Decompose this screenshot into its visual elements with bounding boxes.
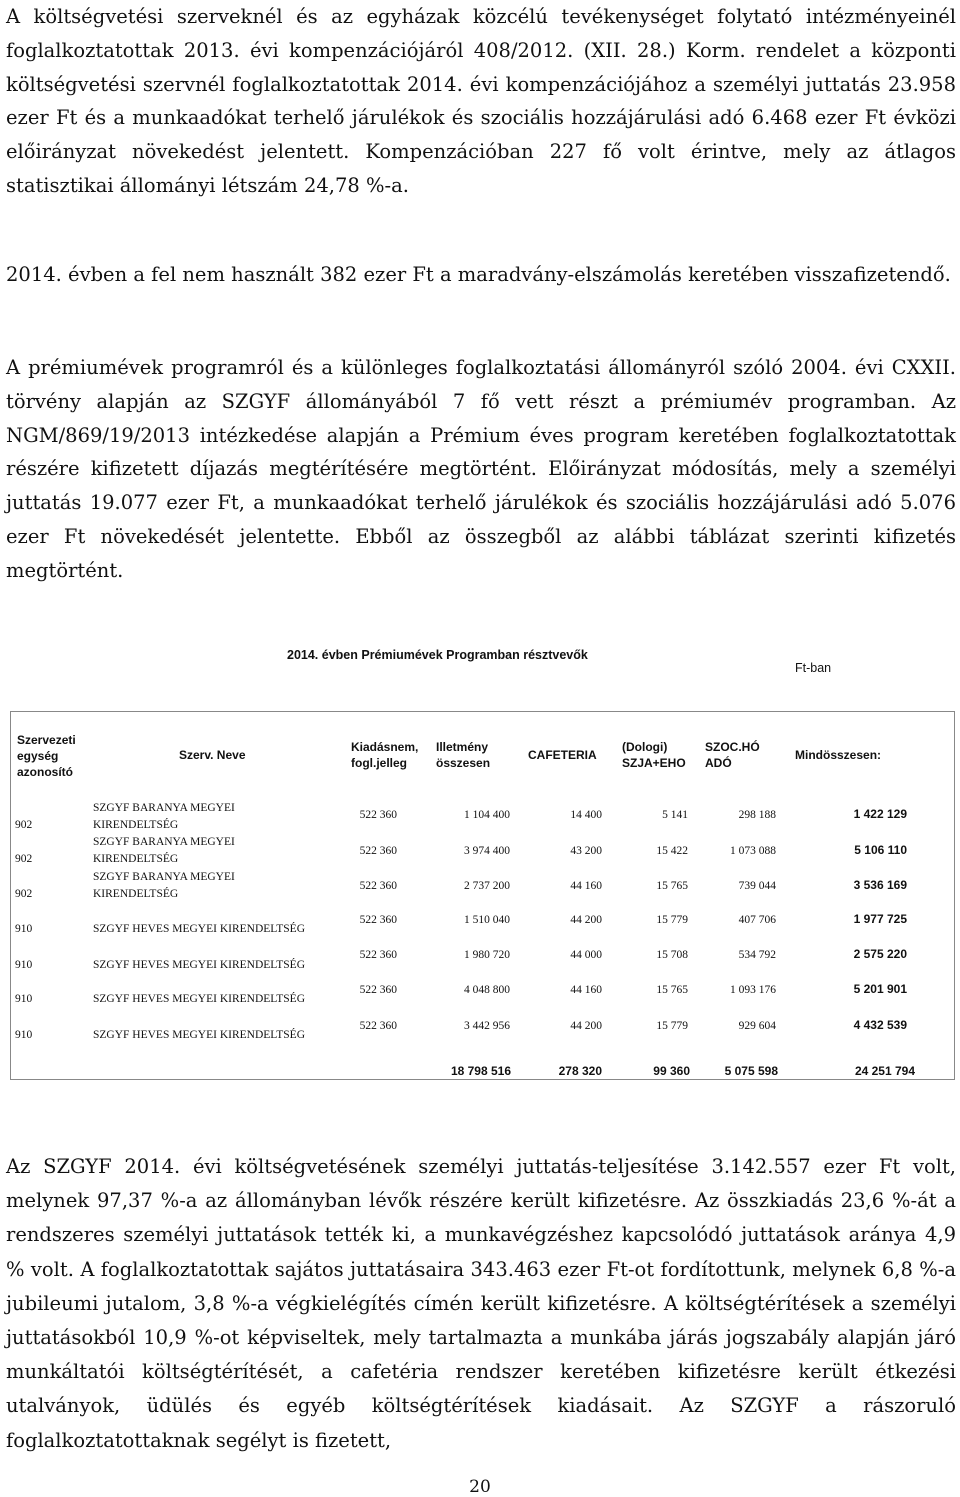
cell-total: 5 106 110 (854, 843, 907, 857)
total-salary: 18 798 516 (450, 1064, 511, 1078)
total-cafeteria: 278 320 (558, 1064, 602, 1078)
cell-code: 522 360 (359, 984, 397, 996)
cell-name: SZGYF BARANYA MEGYEI (93, 802, 235, 814)
header-org-name: Szerv. Neve (179, 748, 246, 762)
table-unit: Ft-ban (795, 661, 832, 675)
cell-szoc: 929 604 (738, 1020, 776, 1032)
header-szoc: SZOC.HÓ ADÓ (705, 740, 760, 770)
cell-dologi: 15 779 (656, 914, 688, 926)
cell-cafeteria: 44 200 (570, 914, 602, 926)
cell-szoc: 407 706 (738, 914, 776, 926)
cell-total: 1 977 725 (853, 912, 907, 926)
cell-szoc: 534 792 (738, 949, 776, 961)
cell-salary: 1 510 040 (464, 914, 510, 926)
cell-salary: 3 974 400 (464, 845, 510, 857)
header-total: Mindösszesen: (795, 748, 882, 762)
cell-name: SZGYF HEVES MEGYEI KIRENDELTSÉG (93, 1029, 306, 1041)
total-grand: 24 251 794 (854, 1064, 915, 1078)
cell-total: 4 432 539 (853, 1018, 907, 1032)
cell-szoc: 1 093 176 (730, 984, 776, 996)
cell-salary: 1 980 720 (464, 949, 510, 961)
total-szoc: 5 075 598 (724, 1064, 778, 1078)
cell-salary: 1 104 400 (464, 809, 510, 821)
cell-id: 910 (15, 923, 33, 935)
cell-id: 910 (15, 959, 33, 971)
cell-salary: 4 048 800 (464, 984, 510, 996)
cell-code: 522 360 (359, 845, 397, 857)
cell-dologi: 15 779 (656, 1020, 688, 1032)
premium-table (10, 711, 955, 1080)
cell-dologi: 5 141 (662, 809, 688, 821)
premium-program-paragraph: A prémiumévek programról és a különleges foglalkoztatási állományról szóló 2004. évi CXXII. törvény alapján az SZGYF állományából 7 fő vett részt a prémiumév programban. Az NGM/869/19/2013 intézkedése alapján a Prémium éves program keretében foglalkoztatottak részére kifizetett díjazás megtérítésére megtörtént. Előirányzat módosítás, mely a személyi juttatás 19.077 ezer Ft, a munkaadókat terhelő járulékok és szociális hozzájárulási adó 5.076 ezer Ft növekedését jelentette. Ebből az összegből az alábbi táblázat szerinti kifizetés megtörtént. (6, 356, 956, 582)
cell-id: 902 (15, 819, 33, 831)
cell-cafeteria: 14 400 (570, 809, 602, 821)
cell-total: 3 536 169 (853, 878, 907, 892)
cell-id: 910 (15, 993, 33, 1005)
cell-dologi: 15 708 (656, 949, 688, 961)
cell-szoc: 1 073 088 (730, 845, 776, 857)
personnel-expenses-paragraph: Az SZGYF 2014. évi költségvetésének személyi juttatás-teljesítése 3.142.557 ezer Ft volt, melynek 97,37 %-a az állományban lévők részére került kifizetésre. Az összkiadás 23,6 %-át a rendszeres személyi juttatások tették ki, a munkavégzéshez kapcsolódó juttatások aránya 4,9 % volt. A foglalkoztatottak sajátos juttatásaira 343.463 ezer Ft-ot fordítottunk, melynek 6,8 %-a jubileumi jutalom, 3,8 %-a végkielégítés címén került kifizetésre. A költségtérítések a személyi juttatásokból 10,9 %-ot képviseltek, mely tartalmazta a munkába járás jogszabály alapján járó munkáltatói költségtérítését, a cafetéria rendszer keretében kifizetésre került étkezési utalványok, üdülés és egyéb költségtérítések kiadásait. Az SZGYF a rászoruló foglalkoztatottaknak segélyt is fizetett, (6, 1155, 956, 1452)
page-number: 20 (469, 1477, 491, 1497)
cell-name: SZGYF BARANYA MEGYEI (93, 836, 235, 848)
cell-name-line2: KIRENDELTSÉG (93, 888, 179, 900)
remainder-paragraph: 2014. évben a fel nem használt 382 ezer Ft a maradvány-elszámolás keretében visszafizetendő. (6, 263, 951, 286)
cell-dologi: 15 765 (656, 984, 688, 996)
cell-salary: 3 442 956 (464, 1020, 510, 1032)
cell-dologi: 15 422 (656, 845, 688, 857)
cell-szoc: 739 044 (738, 880, 776, 892)
cell-code: 522 360 (359, 809, 397, 821)
cell-cafeteria: 44 200 (570, 1020, 602, 1032)
cell-total: 1 422 129 (853, 807, 907, 821)
header-salary: Illetmény összesen (436, 740, 491, 770)
table-title: 2014. évben Prémiumévek Programban résztvevők (287, 648, 588, 662)
cell-dologi: 15 765 (656, 880, 688, 892)
cell-cafeteria: 44 000 (570, 949, 602, 961)
cell-cafeteria: 44 160 (570, 984, 602, 996)
intro-paragraph: A költségvetési szerveknél és az egyházak közcélú tevékenységet folytató intézményeinél foglalkoztatottak 2013. évi kompenzációjáról 408/2012. (XII. 28.) Korm. rendelet a központi költségvetési szervnél foglalkoztatottak 2014. évi kompenzációjához a személyi juttatás 23.958 ezer Ft és a munkaadókat terhelő járulékok és szociális hozzájárulási adó 6.468 ezer Ft évközi előirányzat növekedést jelentett. Kompenzációban 227 fő volt érintve, mely az átlagos statisztikai állományi létszám 24,78 %-a. (6, 5, 956, 197)
cell-szoc: 298 188 (738, 809, 776, 821)
cell-id: 910 (15, 1029, 33, 1041)
cell-cafeteria: 44 160 (570, 880, 602, 892)
cell-name-line2: KIRENDELTSÉG (93, 819, 179, 831)
cell-salary: 2 737 200 (464, 880, 510, 892)
cell-code: 522 360 (359, 880, 397, 892)
header-issued: Kiadásnem, fogl.jelleg (351, 740, 419, 770)
header-dologi: (Dologi) SZJA+EHO (622, 740, 686, 770)
cell-name: SZGYF HEVES MEGYEI KIRENDELTSÉG (93, 993, 306, 1005)
total-dologi: 99 360 (653, 1064, 690, 1078)
header-org-id: Szervezeti egység azonosító (17, 733, 76, 779)
cell-id: 902 (15, 853, 33, 865)
cell-total: 5 201 901 (853, 982, 907, 996)
cell-id: 902 (15, 888, 33, 900)
cell-name-line2: KIRENDELTSÉG (93, 853, 179, 865)
cell-cafeteria: 43 200 (570, 845, 602, 857)
cell-name: SZGYF BARANYA MEGYEI (93, 871, 235, 883)
header-cafeteria: CAFETERIA (528, 748, 597, 762)
cell-code: 522 360 (359, 914, 397, 926)
cell-name: SZGYF HEVES MEGYEI KIRENDELTSÉG (93, 959, 306, 971)
cell-total: 2 575 220 (853, 947, 907, 961)
cell-code: 522 360 (359, 949, 397, 961)
cell-code: 522 360 (359, 1020, 397, 1032)
cell-name: SZGYF HEVES MEGYEI KIRENDELTSÉG (93, 923, 306, 935)
